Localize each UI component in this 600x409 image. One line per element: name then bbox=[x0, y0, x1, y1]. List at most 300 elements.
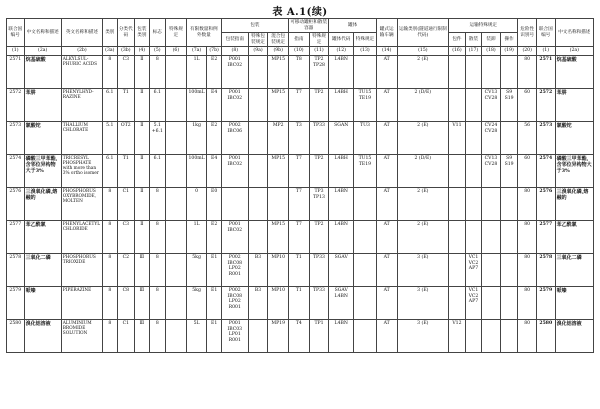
packing-instructions-cell: P001 IBC02 bbox=[221, 221, 248, 254]
un-number-cell: 2576 bbox=[7, 188, 25, 221]
cn-name-cell: 磷酸三甲苯酯,含邻位异构物大于3% bbox=[24, 155, 61, 188]
un-number-cell-2: 2580 bbox=[536, 320, 555, 353]
header-hazard-id: 危险性识别号 bbox=[518, 19, 537, 47]
column-number: (11) bbox=[309, 47, 329, 56]
cn-name-cell: 三氧化二磷 bbox=[24, 254, 61, 287]
header-classification-code: 分类代码 bbox=[117, 19, 135, 47]
tank-special-prov-cell: TU3 bbox=[354, 122, 377, 155]
excepted-quantity-cell: E4 bbox=[207, 155, 221, 188]
class-cell: 6.1 bbox=[103, 155, 117, 188]
un-number-cell-2: 2573 bbox=[536, 122, 555, 155]
tank-special-prov-cell bbox=[354, 287, 377, 320]
mixed-packing-cell: MP15 bbox=[268, 89, 289, 122]
ts-bulk-cell bbox=[465, 56, 482, 89]
classification-code-cell: C2 bbox=[117, 254, 135, 287]
cn-name-cell-2: 三氧化二磷 bbox=[555, 254, 593, 287]
column-number: (3a) bbox=[103, 47, 117, 56]
cn-name-cell-2: 苯肼 bbox=[555, 89, 593, 122]
packing-instructions-cell: P002 IBC08 LP02 R001 bbox=[221, 254, 248, 287]
class-cell: 8 bbox=[103, 188, 117, 221]
transport-category-cell: 3 (E) bbox=[397, 287, 449, 320]
column-number: (7a) bbox=[186, 47, 207, 56]
packing-group-cell: Ⅲ bbox=[135, 320, 149, 353]
header-packaging: 包装 bbox=[221, 19, 288, 33]
tank-instructions-cell: T3 bbox=[289, 122, 310, 155]
hazard-id-cell: 80 bbox=[518, 221, 537, 254]
label-cell: 8 bbox=[149, 188, 166, 221]
header-ts-packages: 包件 bbox=[449, 33, 466, 47]
packing-group-cell: Ⅱ bbox=[135, 56, 149, 89]
column-number: (19) bbox=[500, 47, 518, 56]
un-number-cell: 2579 bbox=[7, 287, 25, 320]
label-cell: 6.1 bbox=[149, 155, 166, 188]
transport-category-cell: 2 (E) bbox=[397, 122, 449, 155]
un-number-cell: 2580 bbox=[7, 320, 25, 353]
ts-loading-cell bbox=[482, 56, 501, 89]
column-number: (5) bbox=[149, 47, 166, 56]
vehicle-tank-cell: AT bbox=[376, 320, 397, 353]
transport-category-cell: 2 (E) bbox=[397, 188, 449, 221]
cn-name-cell: 苯乙酰氯 bbox=[24, 221, 61, 254]
special-packing-cell bbox=[248, 56, 268, 89]
ts-packages-cell bbox=[449, 254, 466, 287]
tank-code-cell: L4BH bbox=[329, 89, 354, 122]
vehicle-tank-cell: AT bbox=[376, 188, 397, 221]
tank-instructions-cell: T7 bbox=[289, 89, 310, 122]
transport-category-cell: 3 (E) bbox=[397, 254, 449, 287]
un-number-cell-2: 2577 bbox=[536, 221, 555, 254]
cn-name-cell: 三溴氧化磷,熔融的 bbox=[24, 188, 61, 221]
special-packing-cell: B3 bbox=[248, 254, 268, 287]
hazard-id-cell: 80 bbox=[518, 56, 537, 89]
cn-name-cell-2: 哌嗪 bbox=[555, 287, 593, 320]
packing-group-cell: Ⅱ bbox=[135, 89, 149, 122]
special-provisions-cell bbox=[166, 188, 187, 221]
un-number-cell: 2577 bbox=[7, 221, 25, 254]
ts-loading-cell: CV24 CV28 bbox=[482, 122, 501, 155]
tank-special-cell: TP2 bbox=[309, 221, 329, 254]
special-packing-cell bbox=[248, 188, 268, 221]
table-row bbox=[7, 254, 594, 287]
vehicle-tank-cell: AT bbox=[376, 254, 397, 287]
packing-instructions-cell bbox=[221, 188, 248, 221]
column-number: (2a) bbox=[24, 47, 61, 56]
tank-special-cell: TP2 TP28 bbox=[309, 56, 329, 89]
header-ts-operation: 操作 bbox=[500, 33, 518, 47]
header-tank: 罐体 bbox=[329, 19, 377, 33]
limited-quantity-cell: 1kg bbox=[186, 122, 207, 155]
vehicle-tank-cell: AT bbox=[376, 155, 397, 188]
hazard-id-cell: 56 bbox=[518, 122, 537, 155]
table-row bbox=[7, 89, 594, 122]
column-number: (2b) bbox=[61, 47, 102, 56]
en-name-cell: PIPERAZINE bbox=[61, 287, 102, 320]
special-packing-cell bbox=[248, 221, 268, 254]
tank-instructions-cell: T1 bbox=[289, 287, 310, 320]
mixed-packing-cell: MP15 bbox=[268, 155, 289, 188]
column-number: (6) bbox=[166, 47, 187, 56]
label-cell: 5.1 +6.1 bbox=[149, 122, 166, 155]
ts-packages-cell: V11 bbox=[449, 122, 466, 155]
ts-loading-cell bbox=[482, 254, 501, 287]
en-name-cell: ALKYLSUL-PHURIC ACIDS bbox=[61, 56, 102, 89]
hazard-id-cell: 60 bbox=[518, 155, 537, 188]
ts-operation-cell bbox=[500, 56, 518, 89]
un-number-cell-2: 2578 bbox=[536, 254, 555, 287]
special-provisions-cell bbox=[166, 254, 187, 287]
tank-special-cell: TP33 bbox=[309, 287, 329, 320]
vehicle-tank-cell: AT bbox=[376, 122, 397, 155]
class-cell: 8 bbox=[103, 221, 117, 254]
tank-special-prov-cell bbox=[354, 188, 377, 221]
packing-group-cell: Ⅱ bbox=[135, 221, 149, 254]
header-transport-special: 运输特殊规定 bbox=[449, 19, 518, 33]
class-cell: 8 bbox=[103, 254, 117, 287]
header-ts-loading: 装卸 bbox=[482, 33, 501, 47]
limited-quantity-cell: 5L bbox=[186, 320, 207, 353]
column-number: (4) bbox=[135, 47, 149, 56]
ts-loading-cell bbox=[482, 320, 501, 353]
packing-group-cell: Ⅱ bbox=[135, 188, 149, 221]
column-number: (16) bbox=[449, 47, 466, 56]
ts-bulk-cell bbox=[465, 221, 482, 254]
cn-name-cell-2: 三溴氧化磷,熔融的 bbox=[555, 188, 593, 221]
special-packing-cell bbox=[248, 320, 268, 353]
limited-quantity-cell: 5kg bbox=[186, 287, 207, 320]
ts-bulk-cell: VC1 VC2 AP7 bbox=[465, 254, 482, 287]
table-row bbox=[7, 221, 594, 254]
header-un-no: 联合国编号 bbox=[7, 19, 25, 47]
header-cn-name-2: 中文名称和描述 bbox=[555, 19, 593, 47]
ts-operation-cell: S9 S19 bbox=[500, 89, 518, 122]
header-tank-code: 罐体代码 bbox=[329, 33, 354, 47]
table-row bbox=[7, 287, 594, 320]
special-provisions-cell bbox=[166, 122, 187, 155]
label-cell: 8 bbox=[149, 56, 166, 89]
header-un-no-2: 联合国编号 bbox=[536, 19, 555, 47]
cn-name-cell-2: 苯乙酰氯 bbox=[555, 221, 593, 254]
vehicle-tank-cell: AT bbox=[376, 56, 397, 89]
excepted-quantity-cell: E2 bbox=[207, 56, 221, 89]
packing-instructions-cell: P001 IBC02 bbox=[221, 155, 248, 188]
ts-bulk-cell bbox=[465, 320, 482, 353]
column-number: (17) bbox=[465, 47, 482, 56]
hazard-id-cell: 80 bbox=[518, 287, 537, 320]
un-number-cell: 2578 bbox=[7, 254, 25, 287]
column-number: (8) bbox=[221, 47, 248, 56]
hazard-id-cell: 80 bbox=[518, 188, 537, 221]
tank-special-prov-cell bbox=[354, 221, 377, 254]
column-number: (10) bbox=[289, 47, 310, 56]
ts-bulk-cell bbox=[465, 122, 482, 155]
ts-packages-cell bbox=[449, 155, 466, 188]
packing-instructions-cell: P002 IBC06 bbox=[221, 122, 248, 155]
class-cell: 6.1 bbox=[103, 89, 117, 122]
classification-code-cell: C1 bbox=[117, 188, 135, 221]
header-labels: 标志 bbox=[149, 19, 166, 47]
table-row bbox=[7, 320, 594, 353]
column-number: (9a) bbox=[248, 47, 268, 56]
en-name-cell: ALUMINIUM BROMIDE SOLUTION bbox=[61, 320, 102, 353]
tank-special-prov-cell bbox=[354, 320, 377, 353]
tank-instructions-cell: T7 bbox=[289, 155, 310, 188]
special-provisions-cell bbox=[166, 221, 187, 254]
en-name-cell: PHENYLACETYL CHLORIDE bbox=[61, 221, 102, 254]
ts-loading-cell: CV13 CV28 bbox=[482, 89, 501, 122]
un-number-cell: 2571 bbox=[7, 56, 25, 89]
ts-packages-cell: V12 bbox=[449, 320, 466, 353]
mixed-packing-cell: MP10 bbox=[268, 287, 289, 320]
column-number: (1) bbox=[536, 47, 555, 56]
tank-code-cell: L4BN bbox=[329, 320, 354, 353]
un-number-cell-2: 2571 bbox=[536, 56, 555, 89]
ts-packages-cell bbox=[449, 221, 466, 254]
un-number-cell-2: 2574 bbox=[536, 155, 555, 188]
column-number: (2a) bbox=[555, 47, 593, 56]
cn-name-cell: 烷基硫酸 bbox=[24, 56, 61, 89]
ts-bulk-cell: VC1 VC2 AP7 bbox=[465, 287, 482, 320]
excepted-quantity-cell: E1 bbox=[207, 254, 221, 287]
excepted-quantity-cell: E4 bbox=[207, 89, 221, 122]
classification-code-cell: T1 bbox=[117, 89, 135, 122]
ts-bulk-cell bbox=[465, 155, 482, 188]
mixed-packing-cell: MP10 bbox=[268, 254, 289, 287]
header-en-name: 英文名称和描述 bbox=[61, 19, 102, 47]
tank-instructions-cell: T7 bbox=[289, 221, 310, 254]
tank-code-cell: SGAV bbox=[329, 254, 354, 287]
ts-packages-cell bbox=[449, 188, 466, 221]
ts-operation-cell bbox=[500, 221, 518, 254]
special-packing-cell: B3 bbox=[248, 287, 268, 320]
un-number-cell: 2572 bbox=[7, 89, 25, 122]
cn-name-cell: 氯酸铊 bbox=[24, 122, 61, 155]
header-special-packing: 特殊包装规定 bbox=[248, 33, 268, 47]
limited-quantity-cell: 0 bbox=[186, 188, 207, 221]
vehicle-tank-cell: AT bbox=[376, 89, 397, 122]
table-row bbox=[7, 56, 594, 89]
ts-operation-cell bbox=[500, 287, 518, 320]
cn-name-cell: 哌嗪 bbox=[24, 287, 61, 320]
tank-code-cell: SGAN bbox=[329, 122, 354, 155]
header-tank-special: 特殊规定 bbox=[309, 33, 329, 47]
limited-quantity-cell: 1L bbox=[186, 221, 207, 254]
un-number-cell-2: 2576 bbox=[536, 188, 555, 221]
classification-code-cell: OT2 bbox=[117, 122, 135, 155]
special-provisions-cell bbox=[166, 89, 187, 122]
ts-bulk-cell bbox=[465, 89, 482, 122]
class-cell: 5.1 bbox=[103, 122, 117, 155]
packing-group-cell: Ⅱ bbox=[135, 122, 149, 155]
class-cell: 8 bbox=[103, 56, 117, 89]
packing-group-cell: Ⅲ bbox=[135, 287, 149, 320]
packing-instructions-cell: P002 IBC08 LP02 R001 bbox=[221, 287, 248, 320]
tank-special-cell: TP3 TP13 bbox=[309, 188, 329, 221]
transport-category-cell: 3 (E) bbox=[397, 320, 449, 353]
ts-operation-cell: S9 S19 bbox=[500, 155, 518, 188]
ts-loading-cell bbox=[482, 188, 501, 221]
ts-operation-cell bbox=[500, 188, 518, 221]
tank-special-prov-cell bbox=[354, 56, 377, 89]
cn-name-cell: 苯肼 bbox=[24, 89, 61, 122]
cn-name-cell-2: 氯酸铊 bbox=[555, 122, 593, 155]
tank-code-cell: L4BN bbox=[329, 221, 354, 254]
classification-code-cell: C8 bbox=[117, 287, 135, 320]
special-provisions-cell bbox=[166, 287, 187, 320]
classification-code-cell: C1 bbox=[117, 320, 135, 353]
mixed-packing-cell: MP15 bbox=[268, 221, 289, 254]
class-cell: 8 bbox=[103, 287, 117, 320]
hazard-id-cell: 80 bbox=[518, 320, 537, 353]
hazard-id-cell: 80 bbox=[518, 254, 537, 287]
tank-special-cell: TP1 bbox=[309, 320, 329, 353]
label-cell: 6.1 bbox=[149, 89, 166, 122]
hazard-id-cell: 60 bbox=[518, 89, 537, 122]
mixed-packing-cell: MP19 bbox=[268, 320, 289, 353]
classification-code-cell: T1 bbox=[117, 155, 135, 188]
table-body bbox=[7, 56, 594, 353]
mixed-packing-cell: MP15 bbox=[268, 56, 289, 89]
un-number-cell: 2574 bbox=[7, 155, 25, 188]
un-number-cell: 2573 bbox=[7, 122, 25, 155]
header-tank-instructions: 指南 bbox=[289, 33, 310, 47]
un-number-cell-2: 2579 bbox=[536, 287, 555, 320]
special-packing-cell bbox=[248, 122, 268, 155]
tank-special-prov-cell: TU15 TE19 bbox=[354, 155, 377, 188]
special-packing-cell bbox=[248, 89, 268, 122]
transport-category-cell: 2 (D/E) bbox=[397, 155, 449, 188]
header-transport-category: 运输类别(隧道通行限制代码) bbox=[397, 19, 449, 47]
tank-special-cell: TP2 bbox=[309, 89, 329, 122]
tank-instructions-cell: T1 bbox=[289, 254, 310, 287]
packing-instructions-cell: P001 IBC02 bbox=[221, 56, 248, 89]
cn-name-cell-2: 磷酸三甲苯酯,含邻位异构物大于3% bbox=[555, 155, 593, 188]
label-cell: 8 bbox=[149, 287, 166, 320]
special-packing-cell bbox=[248, 155, 268, 188]
ts-loading-cell bbox=[482, 287, 501, 320]
en-name-cell: PHENYLHYD-RAZINE bbox=[61, 89, 102, 122]
column-number: (12) bbox=[329, 47, 354, 56]
transport-category-cell: 2 (E) bbox=[397, 221, 449, 254]
special-provisions-cell bbox=[166, 56, 187, 89]
table-row bbox=[7, 188, 594, 221]
excepted-quantity-cell: E2 bbox=[207, 122, 221, 155]
packing-group-cell: Ⅲ bbox=[135, 254, 149, 287]
en-name-cell: PHOSPHORUS TRIOXIDE bbox=[61, 254, 102, 287]
en-name-cell: PHOSPHORUS OXYBROMIDE, MOLTEN bbox=[61, 188, 102, 221]
header-portable-tank: 可移动罐柜和散装容器 bbox=[290, 20, 328, 31]
classification-code-cell: C3 bbox=[117, 56, 135, 89]
dangerous-goods-table bbox=[6, 18, 594, 353]
tank-code-cell: SGAV L4BN bbox=[329, 287, 354, 320]
ts-operation-cell bbox=[500, 320, 518, 353]
ts-packages-cell bbox=[449, 56, 466, 89]
table-row bbox=[7, 122, 594, 155]
special-provisions-cell bbox=[166, 155, 187, 188]
ts-loading-cell bbox=[482, 221, 501, 254]
packing-instructions-cell: P001 IBC03 LP01 R001 bbox=[221, 320, 248, 353]
un-number-cell-2: 2572 bbox=[536, 89, 555, 122]
vehicle-tank-cell: AT bbox=[376, 287, 397, 320]
tank-instructions-cell: T8 bbox=[289, 56, 310, 89]
column-number: (3b) bbox=[117, 47, 135, 56]
mixed-packing-cell bbox=[268, 188, 289, 221]
header-cn-name: 中文名称和描述 bbox=[24, 19, 61, 47]
header-ts-bulk: 散装 bbox=[465, 33, 482, 47]
header-tank-special-prov: 特殊规定 bbox=[354, 33, 377, 47]
ts-loading-cell: CV13 CV28 bbox=[482, 155, 501, 188]
column-number: (7b) bbox=[207, 47, 221, 56]
packing-instructions-cell: P001 IBC02 bbox=[221, 89, 248, 122]
limited-quantity-cell: 5kg bbox=[186, 254, 207, 287]
column-number: (9b) bbox=[268, 47, 289, 56]
header-packing-instructions: 包装指南 bbox=[221, 33, 248, 47]
ts-packages-cell bbox=[449, 89, 466, 122]
table-title: 表 A.1(续) bbox=[272, 7, 328, 18]
label-cell: 8 bbox=[149, 254, 166, 287]
cn-name-cell-2: 烷基硫酸 bbox=[555, 56, 593, 89]
tank-special-cell: TP33 bbox=[309, 122, 329, 155]
packing-group-cell: Ⅱ bbox=[135, 155, 149, 188]
tank-code-cell: L4BH bbox=[329, 155, 354, 188]
ts-operation-cell bbox=[500, 122, 518, 155]
class-cell: 8 bbox=[103, 320, 117, 353]
column-number: (13) bbox=[354, 47, 377, 56]
tank-special-prov-cell bbox=[354, 254, 377, 287]
excepted-quantity-cell: E0 bbox=[207, 188, 221, 221]
column-number-row bbox=[7, 47, 594, 56]
tank-special-cell: TP33 bbox=[309, 254, 329, 287]
header-vehicle-tank: 罐式运输车辆 bbox=[376, 19, 397, 47]
tank-code-cell: L4BN bbox=[329, 56, 354, 89]
vehicle-tank-cell: AT bbox=[376, 221, 397, 254]
column-number: (14) bbox=[376, 47, 397, 56]
header-limited-excepted: 有限数量和例外数量 bbox=[186, 19, 221, 47]
transport-category-cell: 2 (E) bbox=[397, 56, 449, 89]
transport-category-cell: 2 (D/E) bbox=[397, 89, 449, 122]
header-class: 类别 bbox=[103, 19, 117, 47]
header-mixed-packing: 混合包装规定 bbox=[268, 33, 289, 47]
cn-name-cell: 溴化铝溶液 bbox=[24, 320, 61, 353]
column-number: (20) bbox=[518, 47, 537, 56]
limited-quantity-cell: 100mL bbox=[186, 89, 207, 122]
ts-packages-cell bbox=[449, 287, 466, 320]
en-name-cell: THALLIUM CHLORATE bbox=[61, 122, 102, 155]
mixed-packing-cell: MP2 bbox=[268, 122, 289, 155]
tank-instructions-cell: T7 bbox=[289, 188, 310, 221]
limited-quantity-cell: 1L bbox=[186, 56, 207, 89]
excepted-quantity-cell: E1 bbox=[207, 320, 221, 353]
column-number: (15) bbox=[397, 47, 449, 56]
table-row bbox=[7, 155, 594, 188]
ts-operation-cell bbox=[500, 254, 518, 287]
label-cell: 8 bbox=[149, 221, 166, 254]
classification-code-cell: C3 bbox=[117, 221, 135, 254]
limited-quantity-cell: 100mL bbox=[186, 155, 207, 188]
ts-bulk-cell bbox=[465, 188, 482, 221]
special-provisions-cell bbox=[166, 320, 187, 353]
column-number: (1) bbox=[7, 47, 25, 56]
tank-special-cell: TP2 bbox=[309, 155, 329, 188]
cn-name-cell-2: 溴化铝溶液 bbox=[555, 320, 593, 353]
tank-code-cell: L4BN bbox=[329, 188, 354, 221]
header-special-provisions: 特殊规定 bbox=[166, 19, 187, 47]
header-packing-group: 包装类别 bbox=[135, 19, 149, 47]
tank-instructions-cell: T4 bbox=[289, 320, 310, 353]
label-cell: 8 bbox=[149, 320, 166, 353]
excepted-quantity-cell: E2 bbox=[207, 221, 221, 254]
excepted-quantity-cell: E1 bbox=[207, 287, 221, 320]
en-name-cell: TRICRESYL PHOSPHATE with more than 3% ortho isomer bbox=[61, 155, 102, 188]
